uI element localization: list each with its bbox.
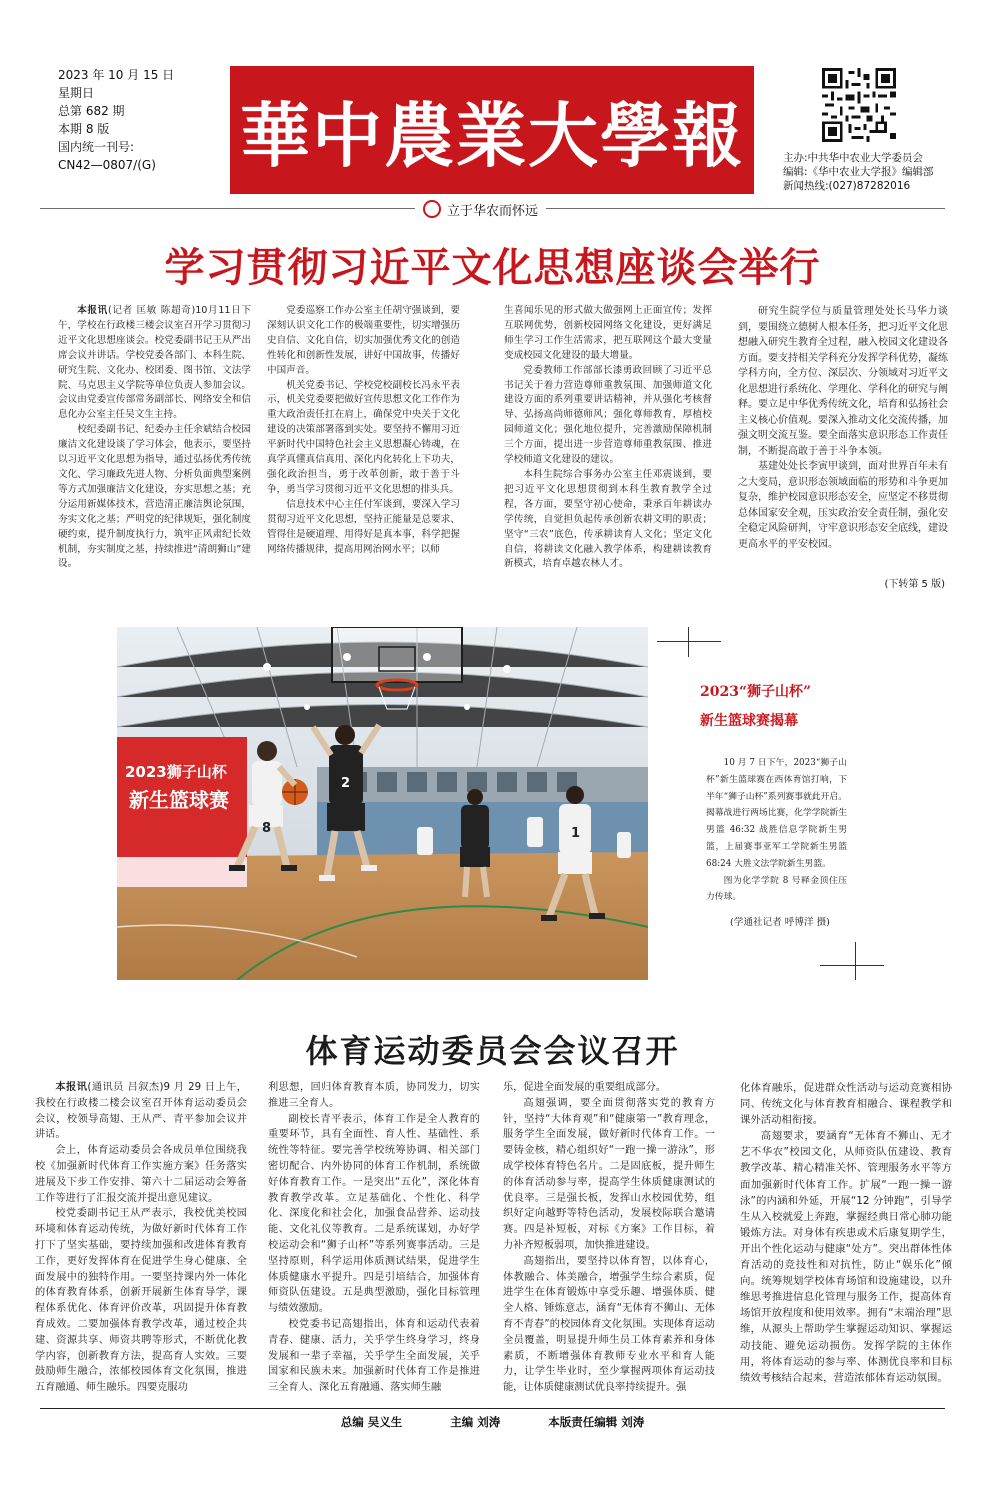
- paragraph: 副校长青平表示，体育工作是全人教育的重要环节，具有全面性、育人性、基础性、系统性等特征。要完善学校统筹协调、相关部门密切配合、内外协同的体育工作机制，系统做好体育教育工作。一是突出“五化”，深化体育教育教学改革。立足基础化、个性化、科学化、深度化和社会化，加强食品营养、运动技能、文化礼仪等教育。二是系统谋划，办好学校运动会和“狮子山杯”等系列赛事活动。三是坚持原则，科学运用体质测试结果，促进学生体质健康水平提升。四是引培结合，加强体育师资队伍建设。五是典型激励，强化目标管理与绩效激励。: [268, 1113, 480, 1315]
- paragraph: 校党委书记高翅指出，体育和运动代表着青春、健康、活力，关乎学生终身学习，终身发展和一辈子幸福，关乎学生全面发展，关乎国家和民族未来。加强新时代体育工作是推进三全育人、深化五育融通、落实师生融: [268, 1318, 480, 1394]
- article2-headline: 体育运动委员会会议召开: [305, 1032, 680, 1070]
- issue-total: 总第 682 期: [58, 104, 125, 118]
- article1-column-2: [267, 304, 460, 557]
- paragraph: 信息技术中心主任付军谈到，要深入学习贯彻习近平文化思想，坚持正能量是总要求、管得住是硬道理、用得好是真本事，科学把握网络传播规律，提高用网治网水平；以师: [267, 498, 460, 555]
- chief-editor: 总编 吴义生: [340, 1415, 403, 1429]
- paragraph: 化体育融乐，促进群众性活动与运动竞赛相协同、传统文化与体育教育相融合、课程教学和课外活动相衔接。: [740, 1082, 952, 1127]
- paragraph: 基建处处长李寅甲谈到，面对世界百年未有之大变局，意识形态领域面临的形势和斗争更加复杂，维护校园意识形态安全，应坚定不移贯彻总体国家安全观，压实政治安全责任制，强化安全稳定风险研判，守牢意识形态安全底线，建设更高水平的平安校园。: [738, 461, 948, 550]
- photo-note: 图为化学学院 8 号释金顶住压力传球。: [706, 875, 847, 903]
- divider: [855, 942, 856, 980]
- paragraph: 校党委副书记王从严表示，我校优美校园环境和体育运动传统，为做好新时代体育工作打下了坚实基础，要持续加强和改进体育教育工作，更好发挥体育在促进学生身心健康、全面发展中的独特作用。一要坚持课内外一体化的体育教育体系，创新开展新生体育导学，课程体系优化、体育评价改革，巩固提升体育教育成效。二要加强体育教学改革，通过校企共建、资源共享、师资共聘等形式，不断优化教学内容，创新教育方法，提高育人实效。三要鼓励师生融合，浓郁校园体育文化氛围，推进五育融通、师生融乐。四要克服功: [35, 1208, 247, 1394]
- photo-feature-title: [700, 678, 840, 736]
- editor: 主编 刘涛: [450, 1415, 501, 1429]
- publisher-hotline: 新闻热线:(027)87282016: [783, 180, 911, 192]
- photo-credit: (学通社记者 呼博洋 摄): [730, 917, 830, 928]
- publisher-editor: 编辑:《华中农业大学报》编辑部: [783, 166, 934, 178]
- publisher-host: 主办:中共华中农业大学委员会: [783, 152, 924, 164]
- photo-feature-body: [706, 755, 847, 906]
- article2-column-3: [503, 1080, 715, 1396]
- issue-cn-label: 国内统一刊号:: [58, 140, 135, 154]
- article1-column-4: [738, 304, 948, 552]
- issue-info: [58, 66, 174, 174]
- basketball-photo: [117, 627, 648, 980]
- paragraph: 会上，体育运动委员会各成员单位围绕我校《加强新时代体育工作实施方案》任务落实进展及下步工作安排、第六十二届运动会筹备工作等进行了汇报交流并提出意见建议。: [35, 1145, 247, 1204]
- university-emblem-icon: [423, 200, 441, 218]
- banner-year: 2023狮子山杯: [125, 763, 227, 781]
- article1-column-3: [504, 304, 712, 572]
- paragraph: 校纪委副书记、纪委办主任余斌结合校园廉洁文化建设谈了学习体会，他表示，要坚持以习近平文化思想为指导，通过弘扬优秀传统文化、学习廉政先进人物、分析负面典型案例等方式加强廉洁文化建设，夯实思想之基；充分运用新媒体技术，营造清正廉洁舆论氛围，夯实文化之基；严明党的纪律规矩，强化制度硬约束，提升制度执行力，筑牢正风肃纪长效机制，夯实制度之基，持续推进“清朗狮山”建设。: [58, 424, 251, 570]
- issue-pages: 本期 8 版: [58, 122, 110, 136]
- paragraph: 9 月 29 日上午，我校在行政楼二楼会议室召开体育运动委员会会议，校领导高翅、王从严、青平参加会议并讲话。: [35, 1082, 247, 1141]
- paragraph: 高翅强调，要全面贯彻落实党的教育方针，坚持“大体育观”和“健康第一”教育理念，服务学生全面发展，做好新时代体育工作。一要铸金核，精心组织好“一跑一操一游泳”，形成学校体育特色名片。二是固底板，提升师生的体育活动参与率，提高学生体质健康测试的优良率。三是强长板，发挥山水校园优势，组织好定向越野等特色活动，发展校际联合邀请赛。四是补短板，对标《方案》工作目标，着力补齐短板弱项，加快推进建设。: [503, 1097, 715, 1251]
- paragraph: 高翅指出，要坚持以体育智，以体育心，体教融合、体美融合，增强学生综合素质，促进学生在体育锻炼中享受乐趣、增强体质、健全人格、锤炼意志，涵育“无体育不狮山、无体育不青春”的校园体育文化氛围。实现体育运动全员覆盖，明显提升师生员工体育素养和身体素质，不断增强体育教师专业水平和育人能力，让学生毕业时，至少掌握两项体育运动技能，让体质健康测试优良率持续提升。强: [503, 1255, 715, 1394]
- photo-title-line-1: 2023“狮子山杯”: [700, 684, 812, 700]
- paragraph: 乐，促进全面发展的重要组成部分。: [503, 1082, 666, 1093]
- footer-rule: [40, 1408, 945, 1409]
- paragraph: 10月11日下午，学校在行政楼三楼会议室召开学习贯彻习近平文化思想座谈会。校党委副书记王从严出席会议并讲话。学校党委各部门、本科生院、研究生院、文化办、校团委、图书馆、文法学院、马克思主义学院等单位负责人参加会议。会议由党委宣传部常务副部长、网络安全和信息化办公室主任吴文生主持。: [58, 305, 252, 421]
- divider: [820, 965, 884, 966]
- slogan-text: 立于华农而怀远: [447, 203, 539, 219]
- lead-byline: (通讯员 吕叙杰): [87, 1082, 164, 1093]
- paragraph: 党委巡察工作办公室主任胡守强谈到，要深刻认识文化工作的极端重要性，切实增强历史自信、文化自信，切实加强优秀文化的创造性转化和创新性发展，讲好中国故事，传播好中国声音。: [267, 305, 460, 376]
- jersey-number: 1: [571, 826, 581, 841]
- page-editor: 本版责任编辑 刘涛: [548, 1415, 645, 1429]
- lead-byline: (记者 匡敏 陈超奇): [107, 305, 196, 316]
- paragraph: 高翅要求，要涵育“无体育不狮山、无才艺不华农”校园文化，从师资队伍建设、教育教学改革、精心精准关怀、管理服务水平等方面加强新时代体育工作。扩展“一跑一操一游泳”的内涵和外延，开展“12 分钟跑”，引导学生从入校就爱上奔跑，掌握经典日常心肺功能锻炼方法。对身体有疾患或术后康复期学生，开出个性化运动与健康“处方”。突出群体性体育活动的竞技性和对抗性，防止“娱乐化”倾向。统筹规划学校体育场馆和设施建设，以升维思考推进信息化管理与服务工作，提高体育场馆开放程度和使用效率。拥有“末端治理”思维，从源头上帮助学生掌握运动知识、掌握运动技能、避免运动损伤。发挥学院的主体作用，将体育运动的参与率、体测优良率和目标绩效考核结合起来，营造浓郁体育运动氛围。: [740, 1130, 952, 1384]
- issue-weekday: 星期日: [58, 86, 95, 100]
- masthead: [230, 66, 754, 194]
- paragraph: 生喜闻乐见的形式做大做强网上正面宣传；发挥互联网优势，创新校园网络文化建设，更好满足师生学习工作生活需求，把互联网这个最大变量变成校园文化建设的最大增量。: [504, 305, 712, 361]
- continued-note: (下转第 5 版): [884, 579, 945, 590]
- jersey-number: 8: [262, 821, 272, 836]
- photo-feature-text: 10 月 7 日下午，2023“狮子山杯”新生篮球赛在西体育馆打响，下半年“狮子山杯”系列赛事就此开启。揭幕战进行两场比赛，化学学院新生男篮 46:32 战胜信息学院新生男篮，上届赛事亚军工学院新生男篮 68:24 大胜文法学院新生男篮。: [706, 758, 847, 869]
- qr-code-icon[interactable]: [822, 68, 896, 142]
- editors-line: [0, 1414, 985, 1430]
- banner-footer: [117, 857, 247, 887]
- lead-tag: 本报讯: [77, 305, 108, 316]
- publisher-info: [783, 151, 934, 193]
- masthead-title: 華中農業大學報: [240, 93, 744, 177]
- article1-column-1: [58, 304, 251, 572]
- paragraph: 本科生院综合事务办公室主任邓震谈到，要把习近平文化思想贯彻到本科生教育教学全过程，各方面，要坚守初心使命，秉承百年耕读办学传统，自觉担负起传承创新农耕文明的职责；坚守“三农”底色，传承耕读育人文化；坚定文化自信，将耕读文化融入教学体系，构建耕读教育新模式，培育卓越农林人才。: [504, 468, 712, 570]
- lead-tag: 本报讯: [55, 1082, 88, 1093]
- article1-headline: 学习贯彻习近平文化思想座谈会举行: [164, 245, 821, 291]
- backboard: [332, 627, 462, 682]
- article2-column-2: [268, 1080, 480, 1396]
- banner-text: 新生篮球赛: [129, 788, 229, 812]
- photo-title-line-2: 新生篮球赛揭幕: [700, 713, 798, 729]
- slogan: [415, 198, 546, 220]
- jersey-number: 2: [341, 776, 351, 791]
- paragraph: 研究生院学位与质量管理处处长马华力谈到，要围绕立德树人根本任务，把习近平文化思想融入研究生教育全过程，融入校园文化建设各方面。要支持相关学科充分发挥学科优势，凝练学科方向，全方位、深层次、分领域对习近平文化思想进行系统化、学理化、学科化的研究与阐释。要立足中华优秀传统文化，培育和弘扬社会主义核心价值观。要深入推动文化交流传播，加强文明交流互鉴。要全面落实意识形态工作责任制，不断提高敢于善于斗争本领。: [738, 306, 948, 457]
- article2-column-4: [740, 1080, 952, 1386]
- issue-date: 2023 年 10 月 15 日: [58, 68, 175, 82]
- divider: [688, 627, 689, 657]
- divider: [657, 641, 721, 642]
- paragraph: 机关党委书记、学校党校副校长冯永平表示，机关党委要把做好宣传思想文化工作作为重大政治责任扛在肩上，确保党中央关于文化建设的决策部署落到实处。要坚持不懈用习近平新时代中国特色社会主义思想凝心铸魂，在真学真懂真信真用、深化内化转化上下功夫，强化政治担当，勇于改革创新，敢于善于斗争，勇当学习贯彻习近平文化思想的排头兵。: [267, 379, 460, 495]
- article2-column-1: [35, 1080, 247, 1396]
- paragraph: 党委教师工作部部长漆勇政回顾了习近平总书记关于着力营造尊师重教氛围、加强师道文化建设方面的系列重要讲话精神，并从强化考核督导、弘扬高尚师德师风；强化尊师教育，厚植校园师道文化；强化地位提升，完善激励保障机制三个方面，提出进一步营造尊师重教氛围、推进学校师道文化建设的建议。: [504, 364, 712, 466]
- issue-cn-number: CN42—0807/(G): [58, 158, 156, 172]
- paragraph: 利思想，回归体育教育本质，协同发力，切实推进三全育人。: [268, 1082, 480, 1109]
